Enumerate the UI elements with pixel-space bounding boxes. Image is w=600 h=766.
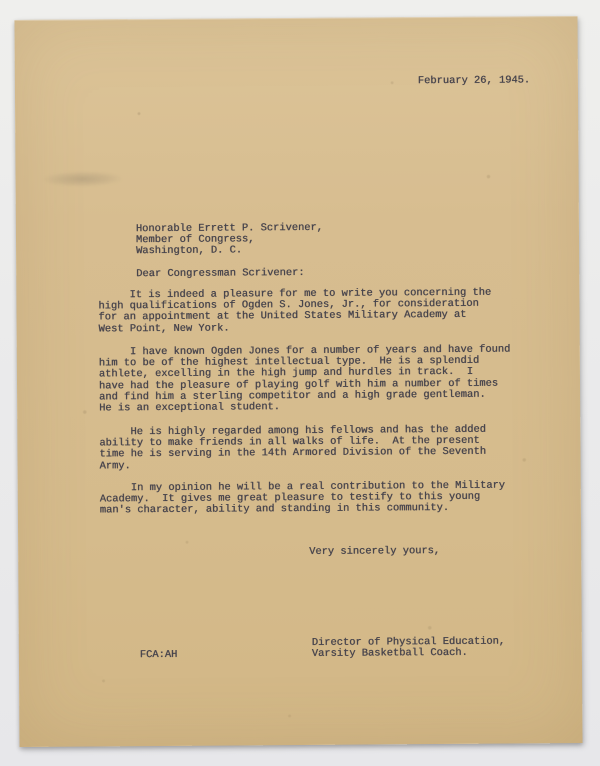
- paragraph-1: It is indeed a pleasure for me to write you concerning the high qualifications of Ogden S. Jones, Jr., for consideration for an appointment at the United States Military Academy at West Point, New York.: [98, 286, 492, 336]
- paragraph-4: In my opinion he will be a real contribution to the Military Academy. It gives me great pleasure to testify to this young man's character, ability and standing in this community.: [99, 479, 506, 517]
- date-line: February 26, 1945.: [417, 74, 531, 88]
- closing-line: Very sincerely yours,: [309, 545, 441, 558]
- typist-initials: FCA:AH: [139, 648, 178, 662]
- letter-paper: [14, 16, 582, 747]
- ink-smudge: [44, 171, 122, 187]
- signature-block: Director of Physical Education, Varsity Basketball Coach.: [311, 635, 506, 661]
- salutation-line: Dear Congressman Scrivener:: [136, 266, 305, 281]
- recipient-address: Honorable Errett P. Scrivener, Member of Congress, Washington, D. C.: [135, 221, 324, 258]
- paragraph-3: He is highly regarded among his fellows and has the added ability to make friends in all walks of life. At the present time he is serving in the 14th Armored Division of the Seventh Army.: [99, 423, 487, 472]
- paragraph-2: I have known Ogden Jones for a number of years and have found him to be of the highest intellectual type. He is a splendid athlete, excelling in the high jump and hurdles in track. I have had the pleasure of playing golf with him a number of times and find him a sterling competitor and a high grade gentleman. He is an exceptional student.: [98, 343, 511, 415]
